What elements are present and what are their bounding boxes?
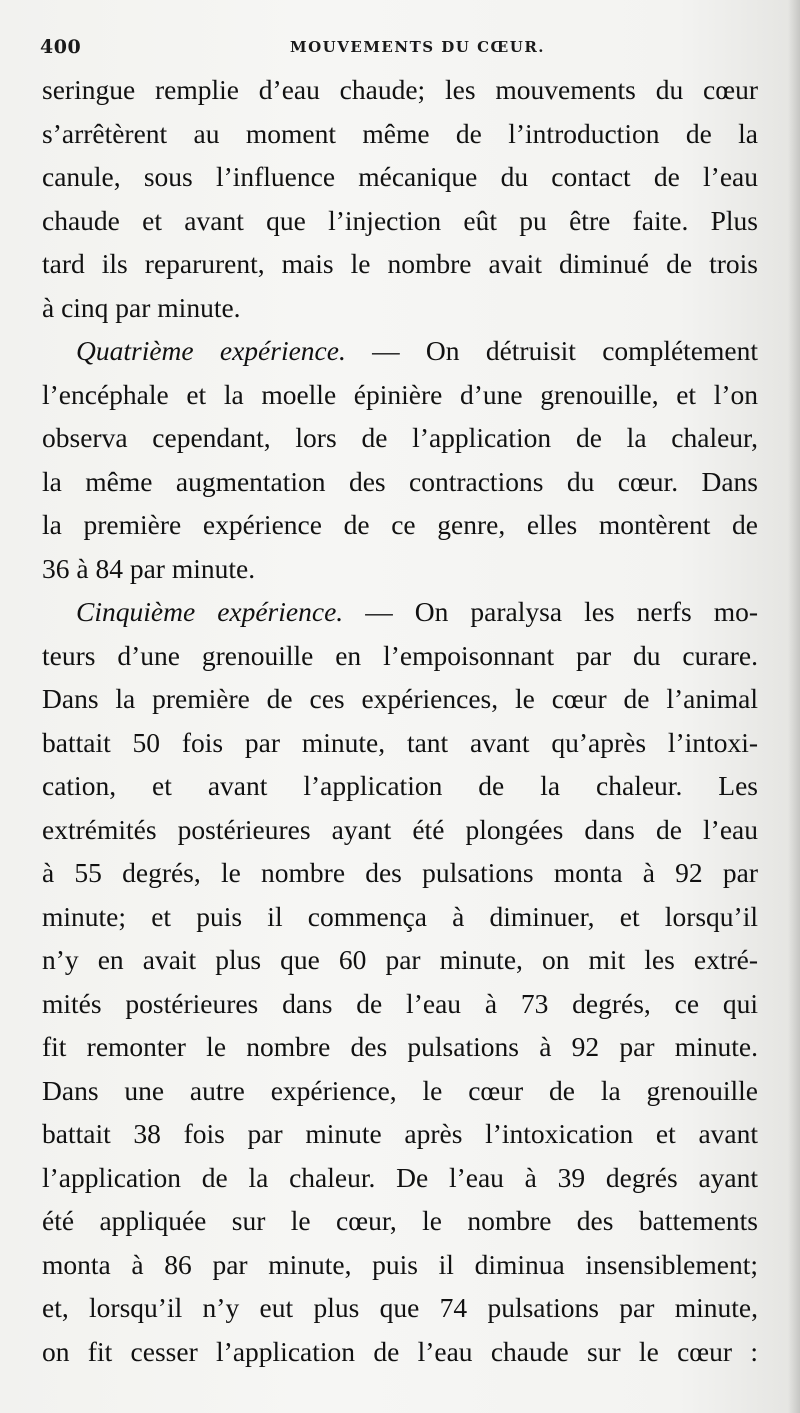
- text-line: on fit cesser l’application de l’eau chaude sur le cœur :: [42, 1335, 758, 1367]
- text-line: extrémités postérieures ayant été plongées dans de l’eau: [42, 813, 758, 845]
- text-line: mités postérieures dans de l’eau à 73 degrés, ce qui: [42, 987, 758, 1019]
- text-line: Dans la première de ces expériences, le cœur de l’animal: [42, 683, 758, 714]
- text-line: battait 50 fois par minute, tant avant qu’après l’intoxi-: [42, 726, 758, 758]
- text-line: l’encéphale et la moelle épinière d’une grenouille, et l’on: [42, 378, 758, 410]
- text-line: minute; et puis il commença à diminuer, et lorsqu’il: [42, 900, 758, 932]
- text-line: la première expérience de ce genre, elles montèrent de: [42, 509, 758, 540]
- text-line: seringue remplie d’eau chaude; les mouvements du cœur: [42, 74, 758, 105]
- text-line: [42, 590, 758, 634]
- text-line: fit remonter le nombre des pulsations à 92 par minute.: [42, 1031, 758, 1062]
- page-header: [40, 36, 760, 62]
- text-line: monta à 86 par minute, puis il diminua insensiblement;: [42, 1248, 758, 1280]
- experiment-heading: Quatrième expérience.: [76, 335, 346, 366]
- running-title: MOUVEMENTS DU CŒUR.: [290, 38, 546, 56]
- text-line: observa cependant, lors de l’application de la chaleur,: [42, 422, 758, 453]
- text-line: chaude et avant que l’injection eût pu être faite. Plus: [42, 204, 758, 236]
- text-line: et, lorsqu’il n’y eut plus que 74 pulsations par minute,: [42, 1292, 758, 1323]
- text-line: [42, 329, 758, 373]
- text-line: s’arrêtèrent au moment même de l’introduction de la: [42, 117, 758, 149]
- experiment-heading: Cinquième expérience.: [76, 596, 344, 627]
- paragraph: [42, 329, 758, 590]
- text-line: tard ils reparurent, mais le nombre avait diminué de trois: [42, 248, 758, 279]
- text-line: Dans une autre expérience, le cœur de la grenouille: [42, 1074, 758, 1106]
- text-line: teurs d’une grenouille en l’empoisonnant par du curare.: [42, 639, 758, 671]
- body-text: [42, 68, 758, 1373]
- page-number: 400: [40, 36, 82, 58]
- text-line: la même augmentation des contractions du cœur. Dans: [42, 465, 758, 497]
- text-line: l’application de la chaleur. De l’eau à 39 degrés ayant: [42, 1161, 758, 1193]
- text-line: cation, et avant l’application de la chaleur. Les: [42, 770, 758, 801]
- paragraph: [42, 68, 758, 329]
- text-line: 36 à 84 par minute.: [42, 552, 256, 584]
- text-fragment: — On paralysa les nerfs mo-: [343, 596, 758, 627]
- text-line: été appliquée sur le cœur, le nombre des battements: [42, 1205, 758, 1236]
- text-line: battait 38 fois par minute après l’intoxication et avant: [42, 1118, 758, 1149]
- text-line: canule, sous l’influence mécanique du contact de l’eau: [42, 161, 758, 192]
- text-line: à cinq par minute.: [42, 291, 241, 323]
- text-line: à 55 degrés, le nombre des pulsations monta à 92 par: [42, 857, 758, 888]
- page-edge-shadow: [788, 0, 800, 1413]
- paragraph: [42, 590, 758, 1373]
- text-fragment: — On détruisit complétement: [345, 335, 758, 366]
- text-line: n’y en avait plus que 60 par minute, on mit les extré-: [42, 944, 758, 975]
